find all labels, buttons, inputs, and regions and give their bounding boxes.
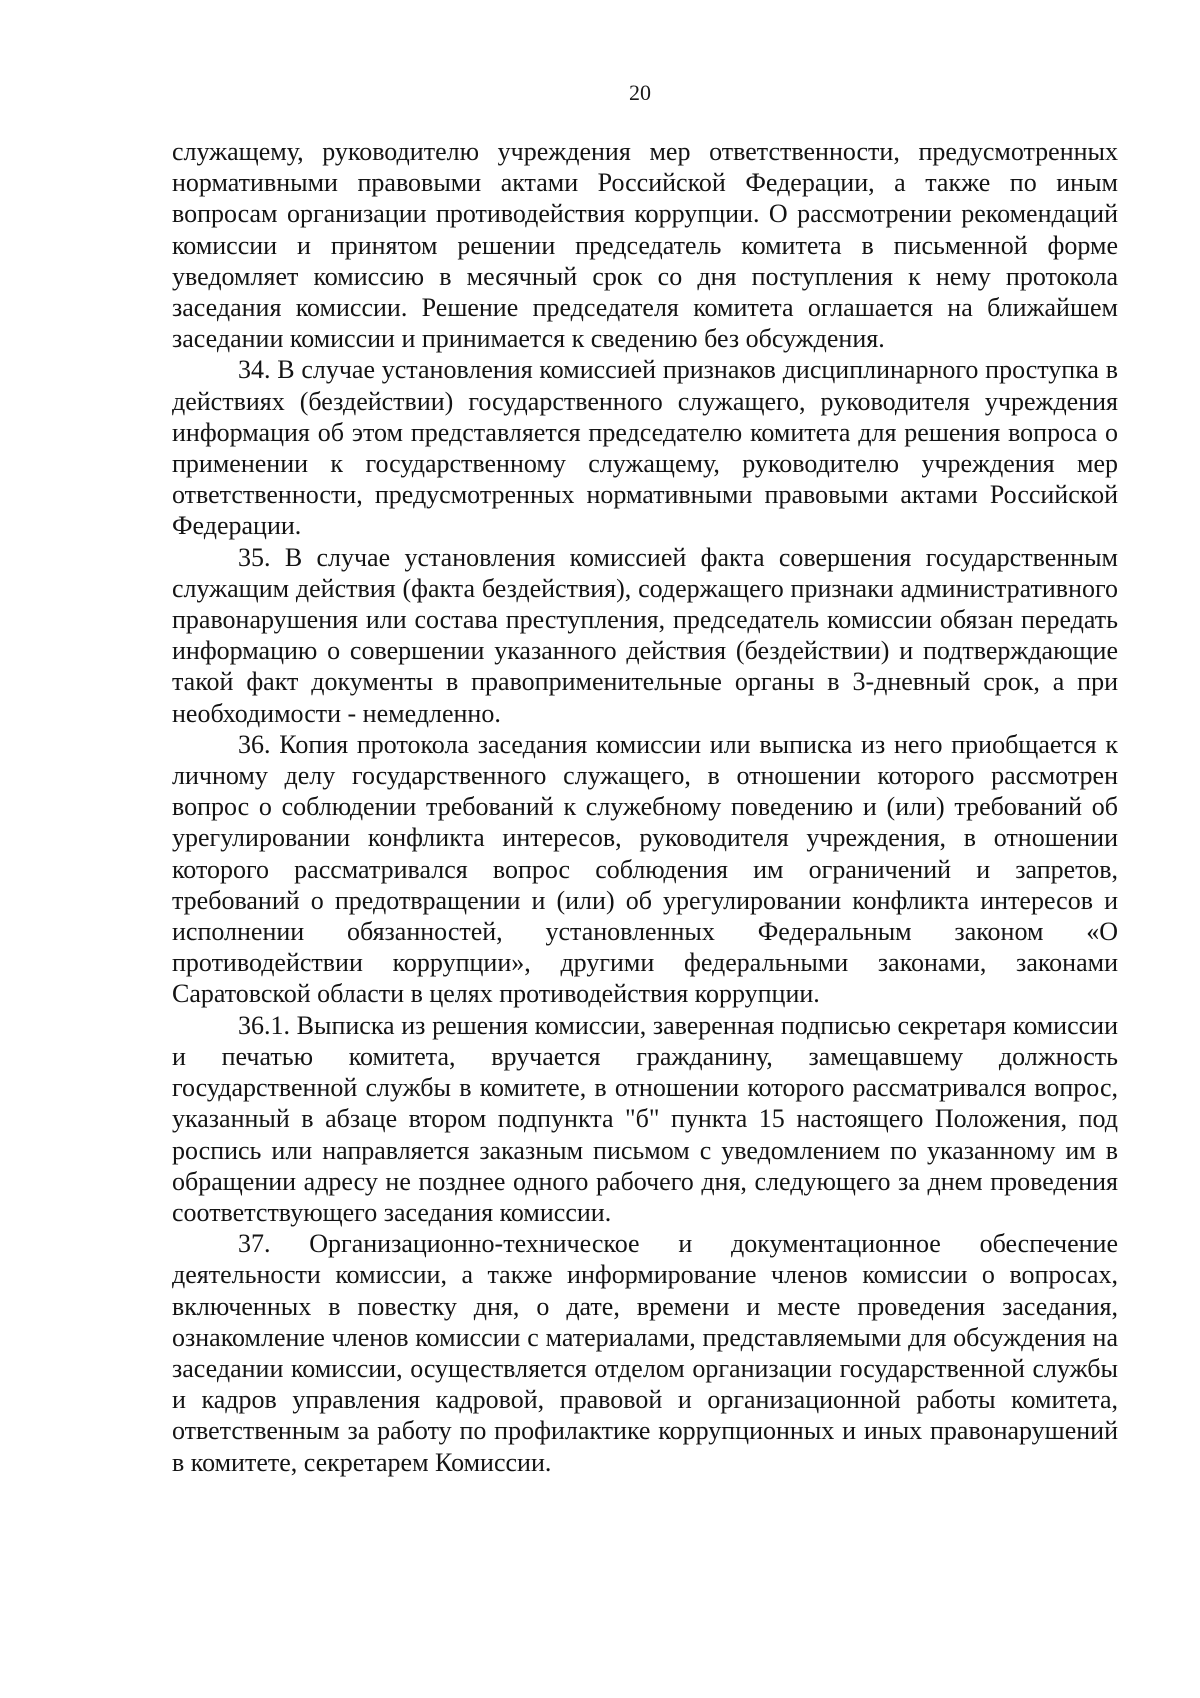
paragraph-36-1: 36.1. Выписка из решения комиссии, заверенная подписью секретаря комиссии и печатью комитета, вручается гражданину, замещавшему должность государственной службы в комитете, в отношении которого рассматривался вопрос, указанный в абзаце втором подпункта "б" пункта 15 настоящего Положения, под роспись или направляется заказным письмом с уведомлением по указанному им в обращении адресу не позднее одного рабочего дня, следующего за днем проведения соответствующего заседания комиссии. [172,1010,1118,1227]
paragraph-35: 35. В случае установления комиссией факта совершения государственным служащим действия (факта бездействия), содержащего признаки административного правонарушения или состава преступления, председатель комиссии обязан передать информацию о совершении указанного действия (бездействии) и подтверждающие такой факт документы в правоприменительные органы в 3-дневный срок, а при необходимости - немедленно. [172,542,1118,728]
page-number: 20 [629,80,651,105]
paragraph-36: 36. Копия протокола заседания комиссии или выписка из него приобщается к личному делу государственного служащего, в отношении которого рассмотрен вопрос о соблюдении требований к служебному поведению и (или) требований об урегулировании конфликта интересов, руководителя учреждения, в отношении которого рассматривался вопрос соблюдения им ограничений и запретов, требований о предотвращении и (или) об урегулировании конфликта интересов и исполнении обязанностей, установленных Федеральным законом «О противодействии коррупции», другими федеральными законами, законами Саратовской области в целях противодействия коррупции. [172,729,1118,1009]
document-body [172,136,1118,1478]
paragraph-37: 37. Организационно-техническое и документационное обеспечение деятельности комиссии, а также информирование членов комиссии о вопросах, включенных в повестку дня, о дате, времени и месте проведения заседания, ознакомление членов комиссии с материалами, представляемыми для обсуждения на заседании комиссии, осуществляется отделом организации государственной службы и кадров управления кадровой, правовой и организационной работы комитета, ответственным за работу по профилактике коррупционных и иных правонарушений в комитете, секретарем Комиссии. [172,1229,1118,1477]
paragraph-continued: служащему, руководителю учреждения мер ответственности, предусмотренных нормативными правовыми актами Российской Федерации, а также по иным вопросам организации противодействия коррупции. О рассмотрении рекомендаций комиссии и принятом решении председатель комитета в письменной форме уведомляет комиссию в месячный срок со дня поступления к нему протокола заседания комиссии. Решение председателя комитета оглашается на ближайшем заседании комиссии и принимается к сведению без обсуждения. [172,137,1118,354]
paragraph-34: 34. В случае установления комиссией признаков дисциплинарного проступка в действиях (бездействии) государственного служащего, руководителя учреждения информация об этом представляется председателю комитета для решения вопроса о применении к государственному служащему, руководителю учреждения мер ответственности, предусмотренных нормативными правовыми актами Российской Федерации. [172,355,1118,541]
